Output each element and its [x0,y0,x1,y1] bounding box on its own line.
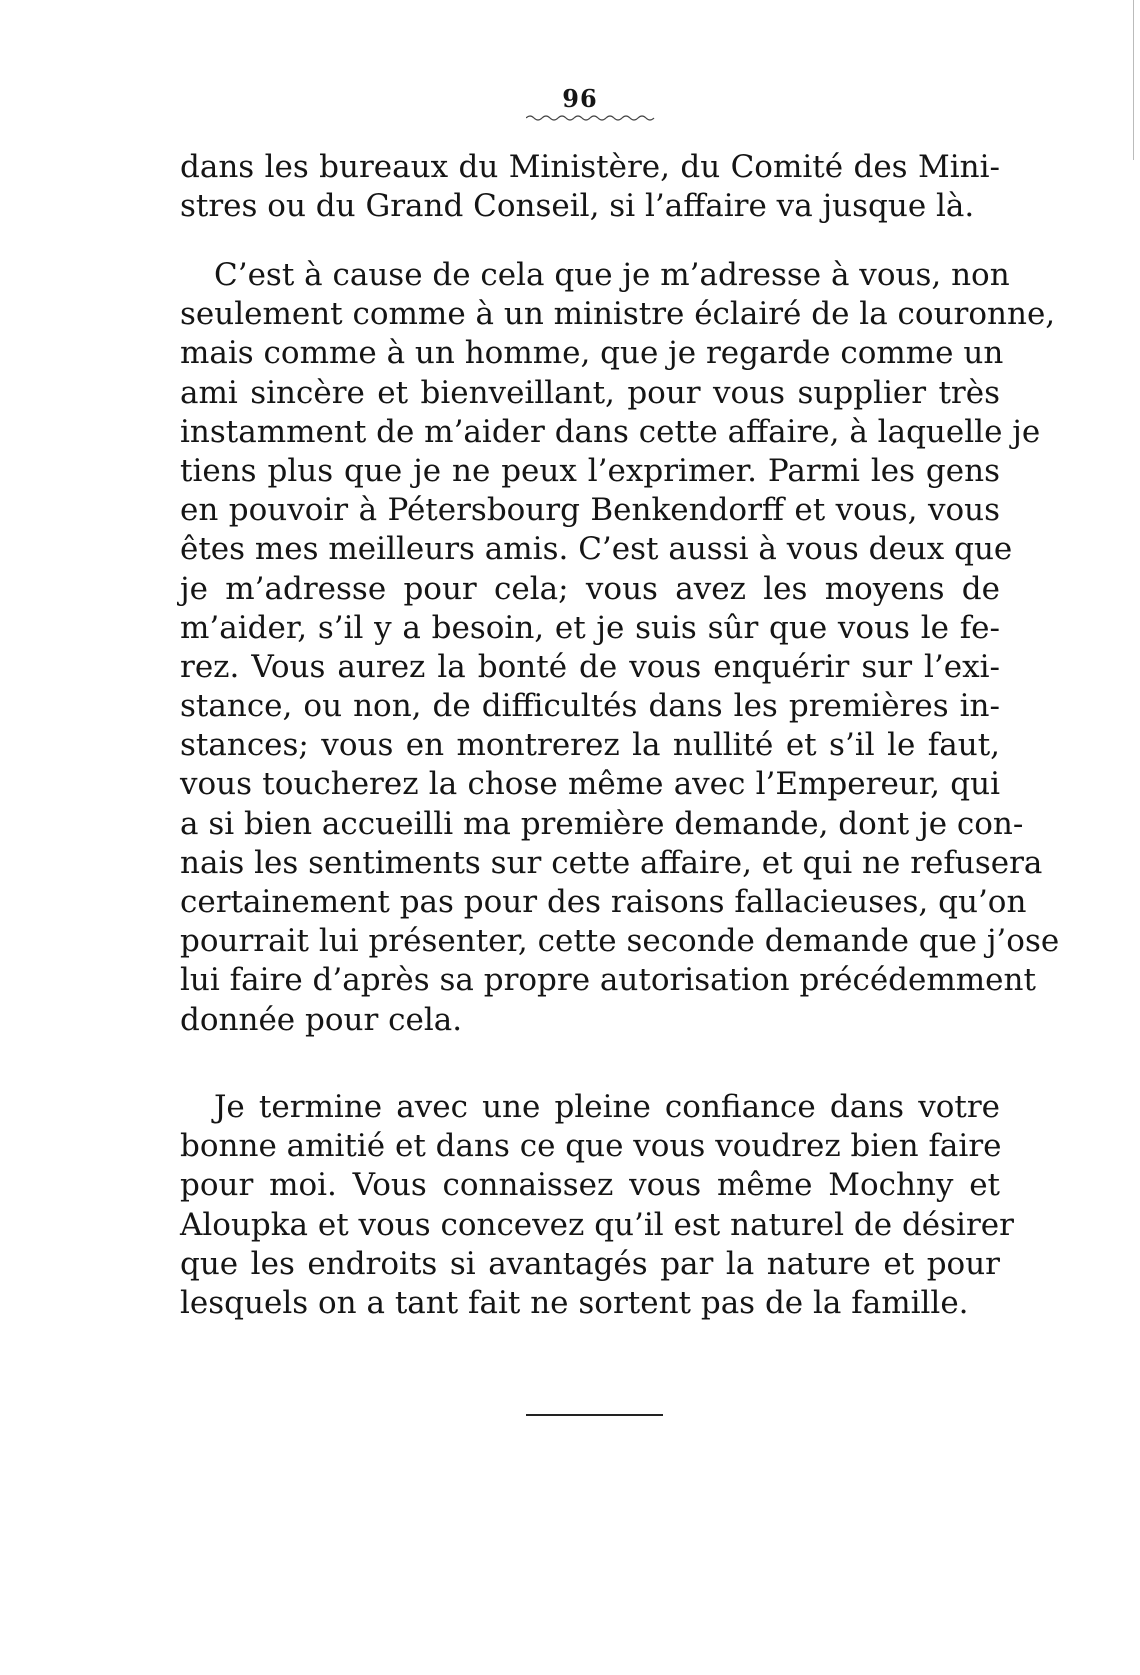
text-line: êtes mes meilleurs amis. C’est aussi à vous deux que [180,531,1013,568]
text-line: nais les sentiments sur cette affaire, et qui ne refusera [180,844,1043,881]
text-line: vous toucherez la chose même avec l’Empereur, qui [180,766,1000,803]
scan-edge-mark [1133,0,1134,160]
paragraph-request [180,256,1060,1040]
text-line: je m’adresse pour cela; vous avez les moyens de [180,570,1000,607]
text-line: bonne amitié et dans ce que vous voudrez bien faire [180,1128,1002,1165]
text-line: C’est à cause de cela que je m’adresse à vous, non [214,257,1010,293]
text-line: seulement comme à un ministre éclairé de la couronne, [180,296,1056,333]
text-line: que les endroits si avantagés par la nature et pour [180,1245,1000,1282]
text-line: lesquels on a tant fait ne sortent pas de la famille. [180,1284,969,1321]
text-line: certainement pas pour des raisons fallacieuses, qu’on [180,884,1027,920]
page-number-ornament [526,113,656,123]
text-line: m’aider, s’il y a besoin, et je suis sûr que vous le fe- [180,609,1000,646]
text-line: tiens plus que je ne peux l’exprimer. Parmi les gens [180,452,1000,489]
paragraph-closing [180,1088,1014,1323]
text-line: ami sincère et bienveillant, pour vous supplier très [180,374,1000,411]
page-number: 96 [562,84,598,113]
text-line: Aloupka et vous concevez qu’il est naturel de désirer [180,1206,1014,1243]
text-line: lui faire d’après sa propre autorisation précédemment [180,962,1036,999]
text-line: a si bien accueilli ma première demande, dont je con- [180,805,1024,842]
text-line: rez. Vous aurez la bonté de vous enquérir sur l’exi- [180,648,1000,685]
text-line: dans les bureaux du Ministère, du Comité des Mini- [180,149,1000,185]
text-line: stances; vous en montrerez la nullité et s’il le faut, [180,727,1000,764]
paragraph-continuation [180,148,1000,226]
text-line: Je termine avec une pleine confiance dans votre [214,1089,1000,1125]
text-line: stance, ou non, de difficultés dans les premières in- [180,688,1000,725]
text-line: mais comme à un homme, que je regarde comme un [180,335,1004,372]
text-line: pourrait lui présenter, cette seconde demande que j’ose [180,923,1060,960]
text-line: pour moi. Vous connaissez vous même Mochny et [180,1167,1000,1204]
section-end-rule [526,1414,663,1416]
text-line: instamment de m’aider dans cette affaire, à laquelle je [180,413,1041,450]
text-line: en pouvoir à Pétersbourg Benkendorff et vous, vous [180,492,1000,529]
text-line: donnée pour cela. [180,1001,463,1038]
text-line: stres ou du Grand Conseil, si l’affaire va jusque là. [180,188,975,225]
